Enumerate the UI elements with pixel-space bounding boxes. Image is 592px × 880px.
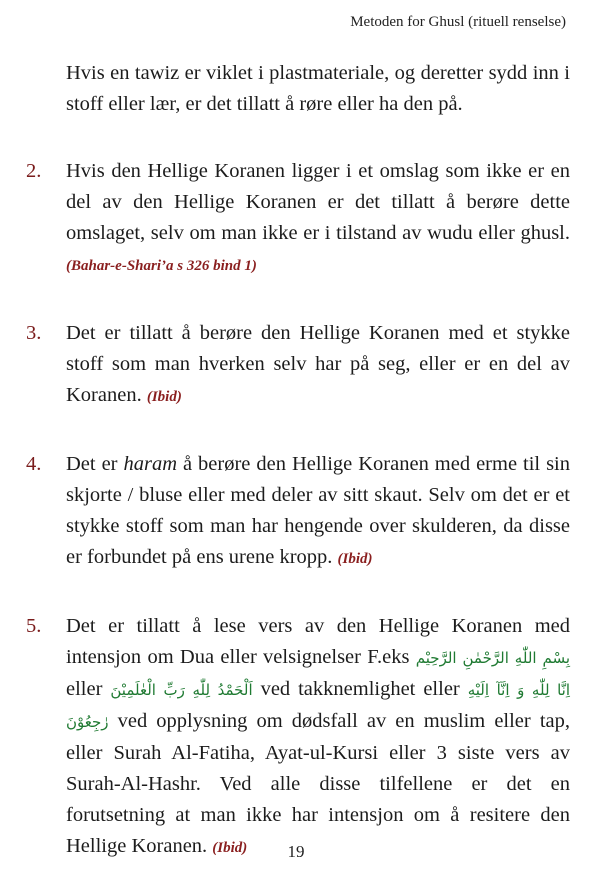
list-item-text <box>66 318 570 413</box>
source-reference: (Ibid) <box>146 389 182 405</box>
arabic-alhamdulillah: اَلْحَمْدُ لِلّٰهِ رَبِّ الْعٰلَمِيْنَ <box>110 681 253 699</box>
item-text: Det er <box>66 453 124 475</box>
page-content <box>26 58 570 864</box>
list-number: 2. <box>26 160 42 182</box>
source-reference: (Ibid) <box>212 840 248 856</box>
intro-paragraph <box>66 58 570 120</box>
item-text: ved takknemlighet eller <box>260 678 460 700</box>
list-item-5 <box>26 611 570 864</box>
running-header: Metoden for Ghusl (rituell renselse) <box>350 14 566 30</box>
intro-text: Hvis en tawiz er viklet i plastmateriale, og deretter sydd inn i stoff eller lær, er det tillatt å røre eller ha den på. <box>66 62 570 115</box>
source-reference: (Bahar-e-Shari’a s 326 bind 1) <box>66 258 257 274</box>
list-number: 4. <box>26 453 42 475</box>
item-text: Det er tillatt å berøre den Hellige Koranen med et stykke stoff som man hverken selv har på seg, eller er en del av Koranen. <box>66 322 570 406</box>
list-item-3 <box>26 318 570 413</box>
page-number: 19 <box>287 842 305 861</box>
item-text: Det er tillatt å lese vers av den Hellige Koranen med intensjon om Dua eller velsignelser F.eks <box>66 615 570 668</box>
list-item-2 <box>26 156 570 282</box>
list-number: 3. <box>26 322 42 344</box>
item-text: ved opplysning om dødsfall av en muslim eller tap, eller Surah Al-Fatiha, Ayat-ul-Kursi eller 3 siste vers av Surah-Al-Hashr. Ved alle disse tilfellene er det en forutsetning at man ikke har intensjon om å resitere den Hellige Koranen. <box>66 710 570 857</box>
emphasis-haram: haram <box>123 453 178 475</box>
arabic-bismillah: بِسْمِ اللّٰهِ الرَّحْمٰنِ الرَّحِيْم <box>415 649 571 667</box>
source-reference: (Ibid) <box>337 551 373 567</box>
list-item-text <box>66 156 570 282</box>
arabic-inna-lillahi: اِنَّا لِلّٰهِ وَ اِنَّآ اِلَيْهِ رٰجِعُوْنَ <box>66 681 571 731</box>
list-item-4 <box>26 449 570 575</box>
item-text: Hvis den Hellige Koranen ligger i et omslag som ikke er en del av den Hellige Koranen er det tillatt å berøre dette omslaget, selv om man ikke er i tilstand av wudu eller ghusl. <box>66 160 570 244</box>
list-number: 5. <box>26 615 42 637</box>
list-item-text <box>66 449 570 575</box>
item-text: å berøre den Hellige Koranen med erme til sin skjorte / bluse eller med deler av sitt skaut. Selv om det er et stykke stoff som man har hengende over skulderen, da disse er forbundet på ens urene kropp. <box>66 453 570 568</box>
list-item-text <box>66 611 570 864</box>
item-text: eller <box>66 678 103 700</box>
